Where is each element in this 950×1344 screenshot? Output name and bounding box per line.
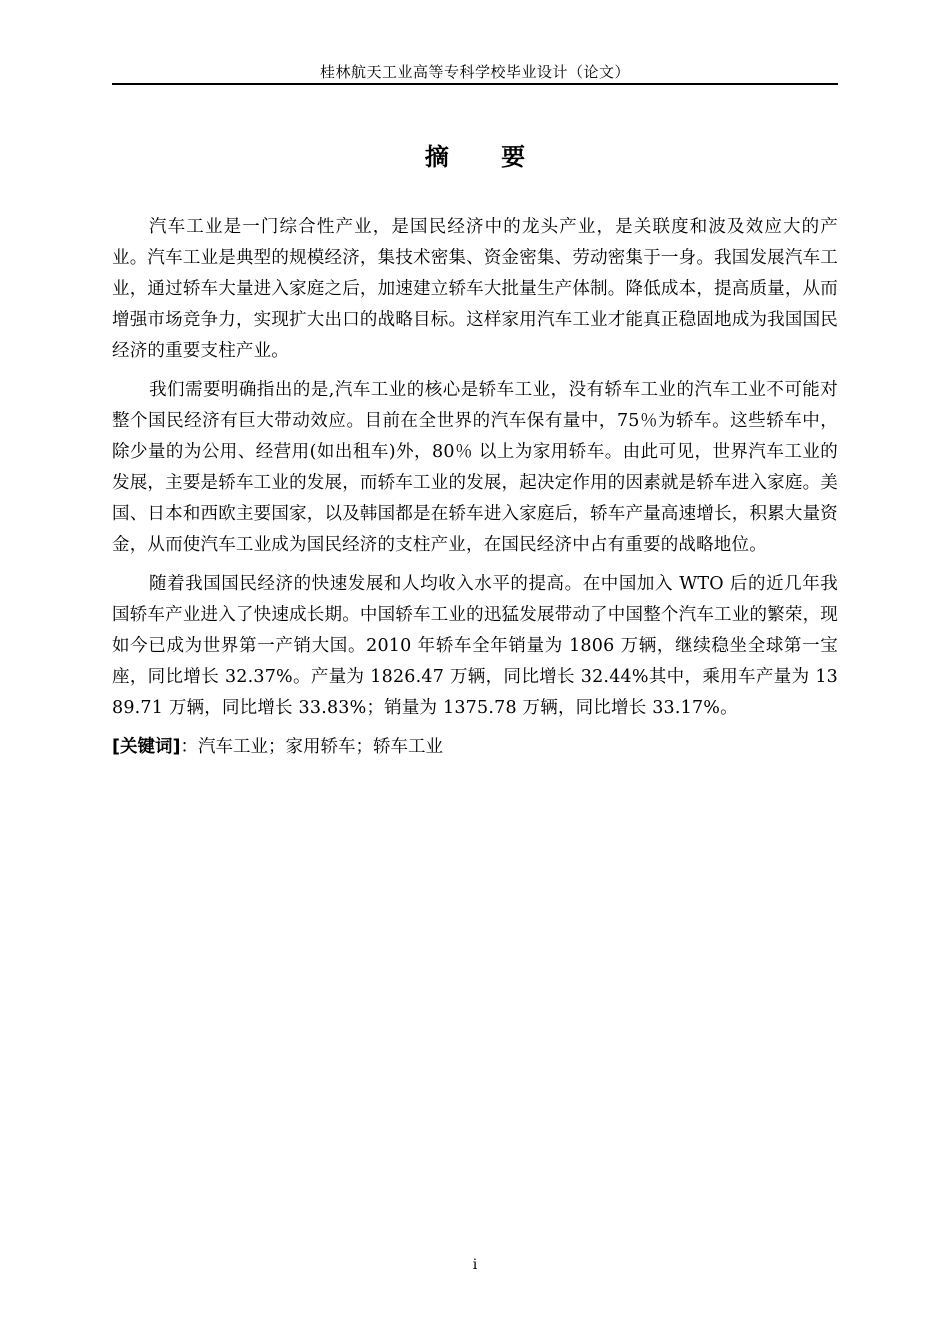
- abstract-title: 摘 要: [424, 143, 548, 171]
- abstract-body: [112, 212, 838, 763]
- keywords-label: [关键词]: [112, 737, 181, 757]
- abstract-paragraph-2: 我们需要明确指出的是,汽车工业的核心是轿车工业，没有轿车工业的汽车工业不可能对整个国民经济有巨大带动效应。目前在全世界的汽车保有量中，75％为轿车。这些轿车中，除少量的为公用、经营用(如出租车)外，80％ 以上为家用轿车。由此可见，世界汽车工业的发展，主要是轿车工业的发展，而轿车工业的发展，起决定作用的因素就是轿车进入家庭。美国、日本和西欧主要国家，以及韩国都是在轿车进入家庭后，轿车产量高速增长，积累大量资金，从而使汽车工业成为国民经济的支柱产业，在国民经济中占有重要的战略地位。: [112, 380, 838, 555]
- abstract-paragraph-3: 随着我国国民经济的快速发展和人均收入水平的提高。在中国加入 WTO 后的近几年我国轿车产业进入了快速成长期。中国轿车工业的迅猛发展带动了中国整个汽车工业的繁荣，现如今已成为世界第一产销大国。2010 年轿车全年销量为 1806 万辆，继续稳坐全球第一宝座，同比增长 32.37%。产量为 1826.47 万辆，同比增长 32.44%其中，乘用车产量为 1389.71 万辆，同比增长 33.83%；销量为 1375.78 万辆，同比增长 33.17%。: [112, 574, 838, 718]
- running-header: 桂林航天工业高等专科学校毕业设计（论文）: [319, 63, 630, 81]
- keywords-line: [112, 732, 838, 763]
- header-rule: [112, 83, 838, 85]
- keywords-text: ：汽车工业；家用轿车；轿车工业: [180, 737, 443, 757]
- abstract-paragraph-1: 汽车工业是一门综合性产业，是国民经济中的龙头产业，是关联度和波及效应大的产业。汽车工业是典型的规模经济，集技术密集、资金密集、劳动密集于一身。我国发展汽车工业，通过轿车大量进入家庭之后，加速建立轿车大批量生产体制。降低成本，提高质量，从而增强市场竞争力，实现扩大出口的战略目标。这样家用汽车工业才能真正稳固地成为我国国民经济的重要支柱产业。: [112, 217, 838, 361]
- page-number: i: [472, 1257, 478, 1273]
